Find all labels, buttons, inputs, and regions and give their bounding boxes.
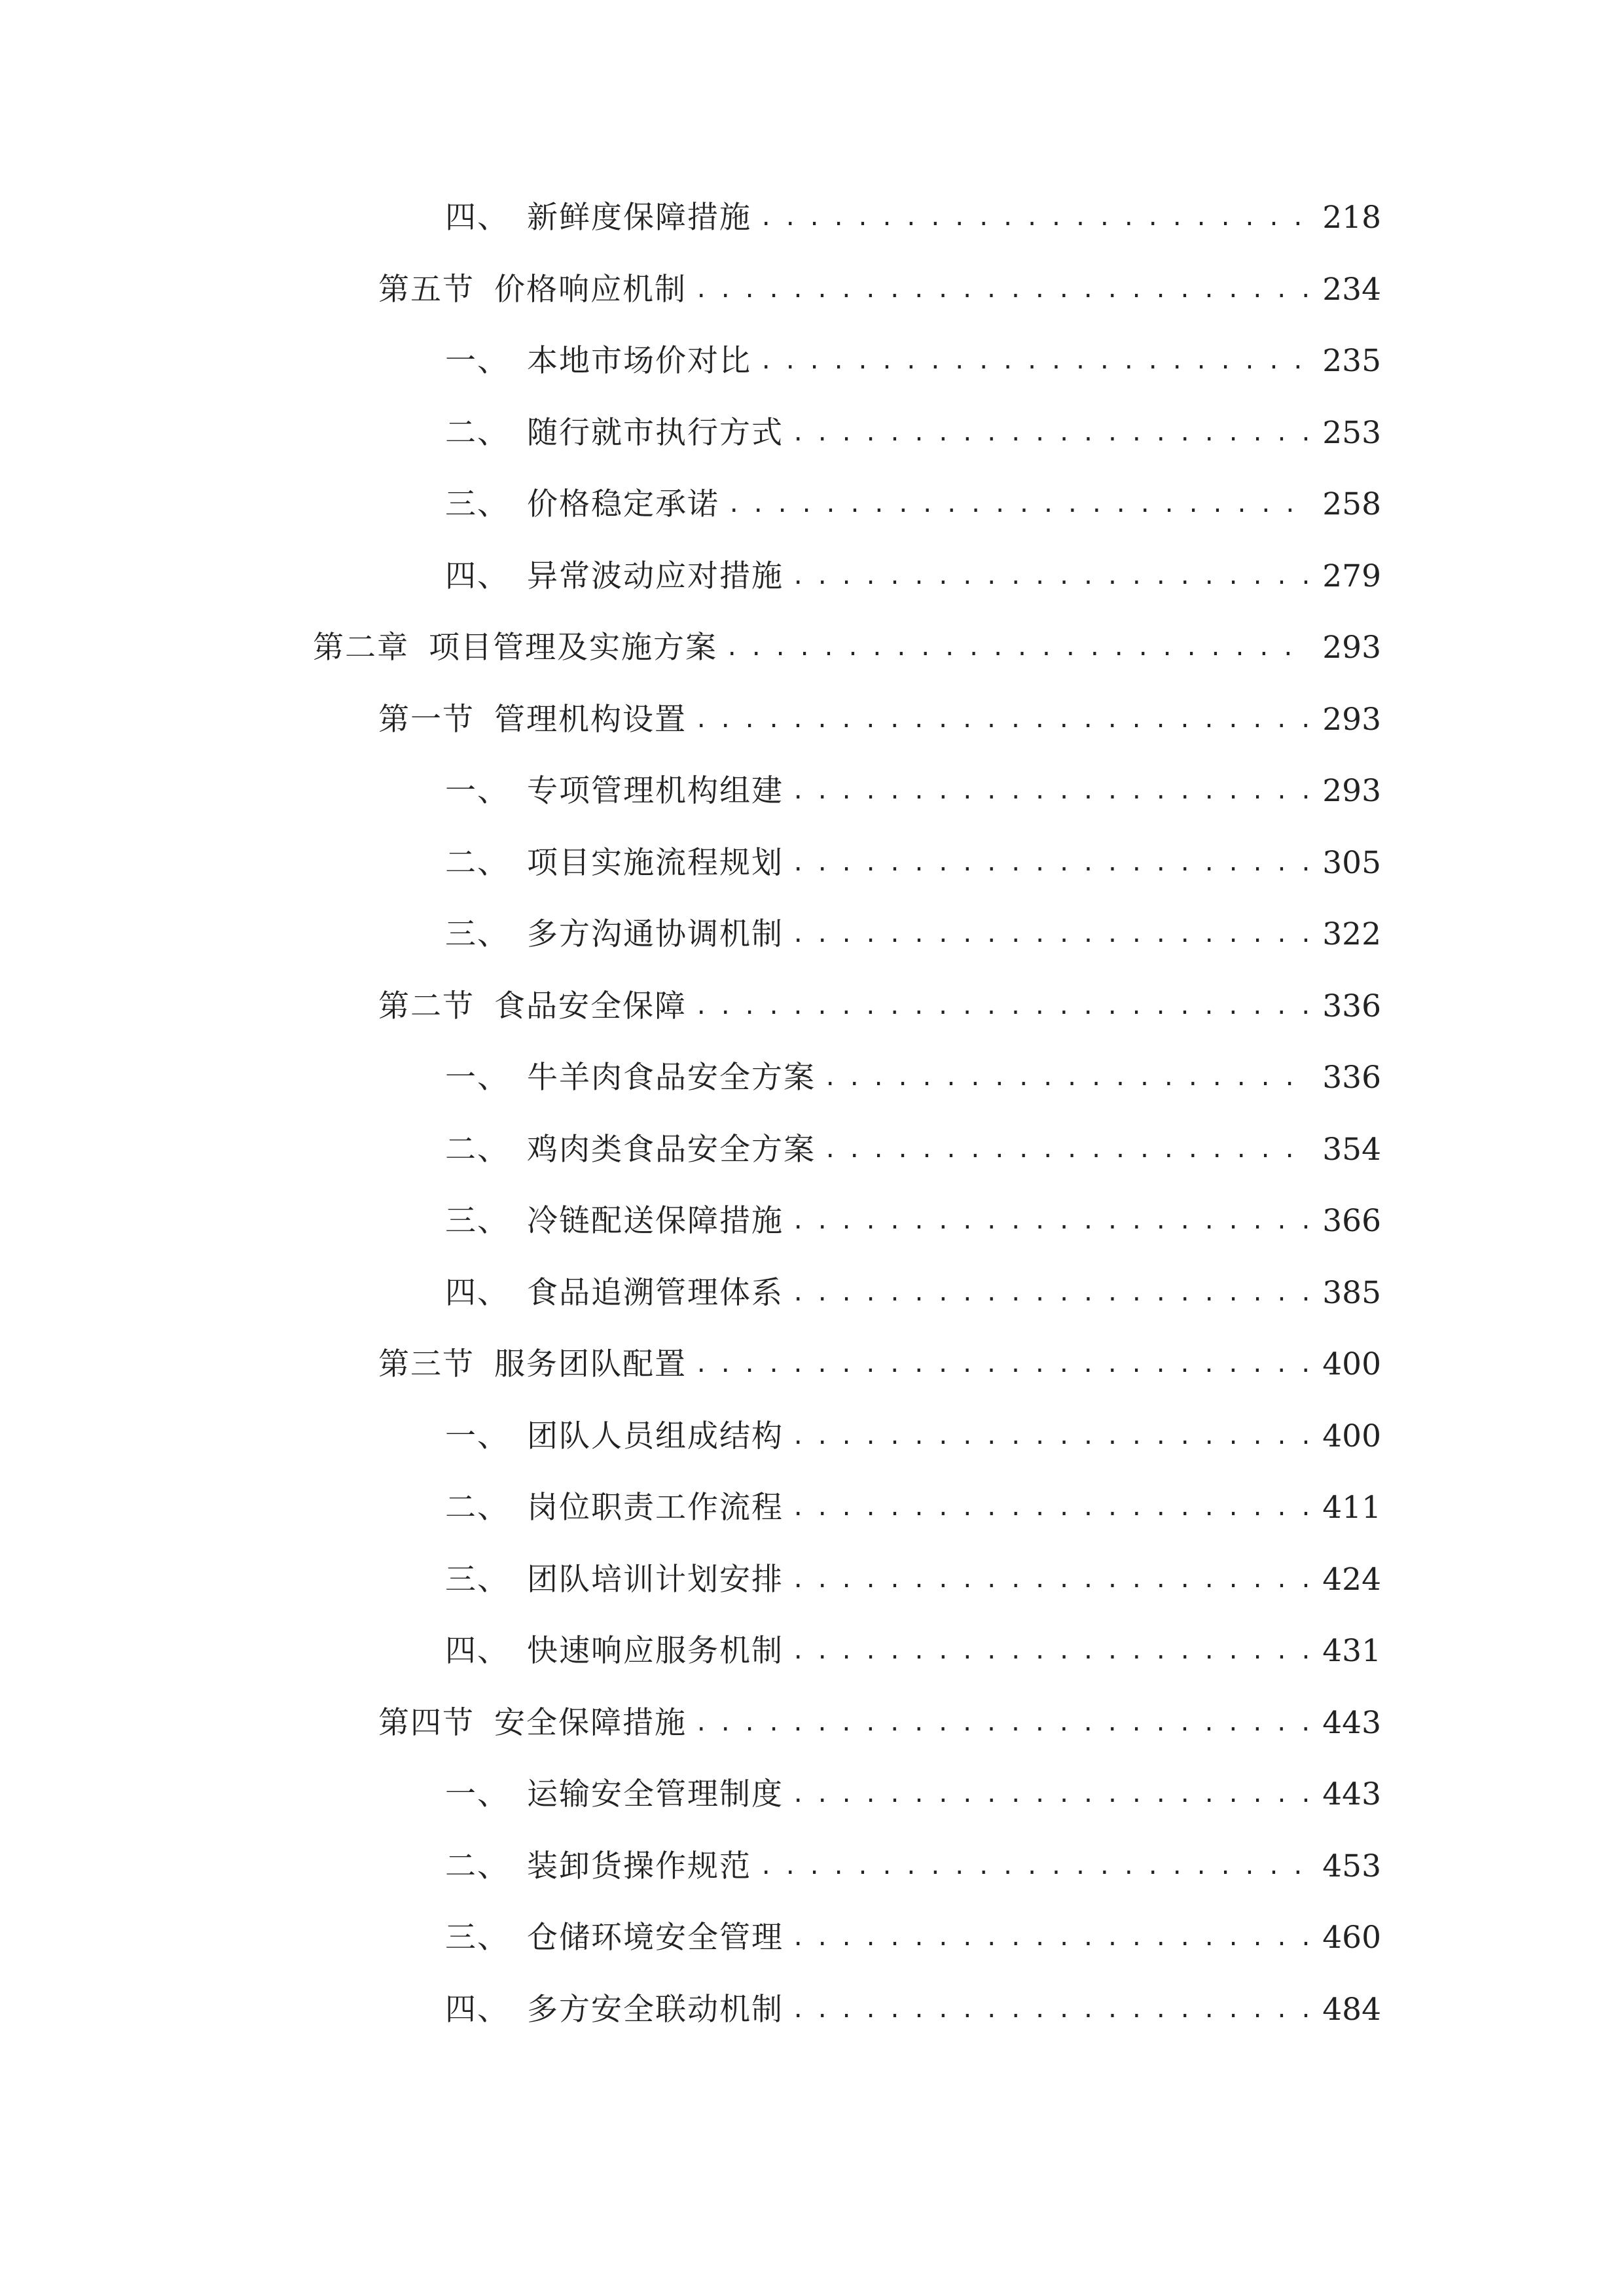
dot-leader	[791, 1987, 1309, 2033]
toc-entry-number: 四、	[445, 558, 509, 594]
dot-leader	[791, 1414, 1309, 1460]
toc-entry-title: 食品安全保障	[494, 988, 687, 1024]
toc-entry-title: 冷链配送保障措施	[527, 1203, 784, 1239]
toc-entry-title: 鸡肉类食品安全方案	[527, 1132, 816, 1168]
toc-entry[interactable]	[445, 410, 1381, 456]
toc-entry-title: 价格响应机制	[494, 272, 687, 308]
dot-leader	[791, 1557, 1309, 1603]
toc-entry[interactable]	[445, 768, 1381, 814]
toc-entry-number: 三、	[445, 1203, 509, 1239]
dot-leader	[791, 1915, 1309, 1961]
dot-leader	[791, 1628, 1309, 1674]
toc-entry-page: 443	[1322, 1776, 1381, 1812]
toc-entry-page: 424	[1322, 1562, 1381, 1598]
toc-entry[interactable]	[445, 1485, 1381, 1531]
toc-entry-number: 二、	[445, 1490, 509, 1526]
toc-entry[interactable]	[445, 1987, 1381, 2033]
toc-entry[interactable]	[445, 1915, 1381, 1961]
toc-entry-title: 本地市场价对比	[527, 343, 751, 379]
toc-entry[interactable]	[445, 1055, 1381, 1101]
toc-entry-number: 第二章	[313, 630, 409, 666]
toc-entry[interactable]	[445, 338, 1381, 384]
dot-leader	[791, 912, 1309, 958]
toc-entry-number: 三、	[445, 916, 509, 952]
toc-entry-page: 385	[1322, 1275, 1381, 1311]
toc-entry-title: 快速响应服务机制	[527, 1633, 784, 1669]
toc-entry-page: 453	[1322, 1848, 1381, 1884]
toc-entry[interactable]	[378, 1700, 1381, 1746]
toc-entry-page: 400	[1322, 1418, 1381, 1454]
toc-entry-number: 二、	[445, 1132, 509, 1168]
toc-entry-page: 258	[1322, 486, 1381, 522]
dot-leader	[695, 267, 1309, 313]
toc-entry-page: 322	[1322, 916, 1381, 952]
toc-entry-title: 异常波动应对措施	[527, 558, 784, 594]
toc-entry-number: 二、	[445, 415, 509, 451]
toc-entry[interactable]	[445, 1628, 1381, 1674]
toc-entry-number: 三、	[445, 1562, 509, 1598]
dot-leader	[759, 1844, 1309, 1890]
toc-entry-page: 460	[1322, 1920, 1381, 1956]
toc-entry-title: 团队培训计划安排	[527, 1562, 784, 1598]
toc-entry-title: 装卸货操作规范	[527, 1848, 751, 1884]
toc-entry-number: 第四节	[378, 1705, 475, 1741]
toc-entry-title: 多方沟通协调机制	[527, 916, 784, 952]
dot-leader	[823, 1127, 1309, 1173]
toc-entry-page: 253	[1322, 415, 1381, 451]
toc-entry-number: 一、	[445, 1060, 509, 1096]
toc-entry[interactable]	[378, 697, 1381, 743]
toc-entry-page: 235	[1322, 343, 1381, 379]
dot-leader	[791, 1198, 1309, 1244]
toc-entry[interactable]	[445, 1772, 1381, 1818]
dot-leader	[695, 697, 1309, 743]
toc-entry-number: 一、	[445, 1776, 509, 1812]
toc-entry-title: 牛羊肉食品安全方案	[527, 1060, 816, 1096]
dot-leader	[695, 1700, 1309, 1746]
toc-entry-number: 第一节	[378, 702, 475, 738]
toc-entry[interactable]	[445, 554, 1381, 600]
toc-entry[interactable]	[445, 1557, 1381, 1603]
toc-entry[interactable]	[445, 1414, 1381, 1460]
toc-entry[interactable]	[445, 482, 1381, 528]
toc-entry-page: 293	[1322, 702, 1381, 738]
dot-leader	[791, 410, 1309, 456]
toc-entry-title: 岗位职责工作流程	[527, 1490, 784, 1526]
toc-entry-page: 431	[1322, 1633, 1381, 1669]
toc-entry-page: 293	[1322, 773, 1381, 809]
toc-entry-page: 293	[1322, 630, 1381, 666]
toc-entry-title: 运输安全管理制度	[527, 1776, 784, 1812]
toc-entry-number: 三、	[445, 486, 509, 522]
toc-entry-page: 484	[1322, 1992, 1381, 2028]
dot-leader	[791, 840, 1309, 886]
dot-leader	[791, 1270, 1309, 1316]
toc-entry-page: 305	[1322, 845, 1381, 881]
toc-entry-title: 价格稳定承诺	[527, 486, 719, 522]
toc-entry-title: 项目实施流程规划	[527, 845, 784, 881]
toc-entry[interactable]	[378, 984, 1381, 1030]
toc-entry-title: 团队人员组成结构	[527, 1418, 784, 1454]
toc-entry-number: 一、	[445, 343, 509, 379]
dot-leader	[791, 768, 1309, 814]
dot-leader	[695, 984, 1309, 1030]
toc-entry-page: 400	[1322, 1346, 1381, 1382]
toc-entry-number: 四、	[445, 1992, 509, 2028]
dot-leader	[823, 1055, 1309, 1101]
dot-leader	[759, 195, 1309, 241]
toc-entry-title: 安全保障措施	[494, 1705, 687, 1741]
toc-entry-number: 二、	[445, 845, 509, 881]
toc-entry-number: 一、	[445, 773, 509, 809]
dot-leader	[759, 338, 1309, 384]
dot-leader	[727, 482, 1309, 528]
toc-entry-title: 专项管理机构组建	[527, 773, 784, 809]
toc-entry-title: 管理机构设置	[494, 702, 687, 738]
toc-entry-title: 食品追溯管理体系	[527, 1275, 784, 1311]
toc-entry[interactable]	[378, 267, 1381, 313]
toc-entry-number: 第二节	[378, 988, 475, 1024]
toc-entry[interactable]	[445, 195, 1381, 241]
toc-entry-number: 四、	[445, 200, 509, 236]
toc-entry[interactable]	[445, 840, 1381, 886]
toc-entry[interactable]	[445, 1844, 1381, 1890]
toc-entry[interactable]	[445, 1127, 1381, 1173]
toc-entry-number: 第三节	[378, 1346, 475, 1382]
toc-entry[interactable]	[445, 1198, 1381, 1244]
toc-entry[interactable]	[445, 1270, 1381, 1316]
toc-entry-number: 四、	[445, 1633, 509, 1669]
toc-entry-page: 336	[1322, 1060, 1381, 1096]
dot-leader	[695, 1342, 1309, 1388]
toc-entry-page: 234	[1322, 272, 1381, 308]
toc-entry-number: 四、	[445, 1275, 509, 1311]
toc-entry-number: 一、	[445, 1418, 509, 1454]
toc-entry[interactable]	[378, 1342, 1381, 1388]
toc-entry[interactable]	[445, 912, 1381, 958]
toc-entry-number: 第五节	[378, 272, 475, 308]
toc-entry-page: 411	[1322, 1490, 1381, 1526]
dot-leader	[791, 1485, 1309, 1531]
toc-entry-title: 服务团队配置	[494, 1346, 687, 1382]
toc-entry-number: 三、	[445, 1920, 509, 1956]
toc-entry[interactable]	[313, 625, 1381, 671]
toc-entry-page: 443	[1322, 1705, 1381, 1741]
toc-entry-page: 366	[1322, 1203, 1381, 1239]
toc-entry-title: 项目管理及实施方案	[429, 630, 717, 666]
toc-entry-page: 279	[1322, 558, 1381, 594]
toc-entry-title: 仓储环境安全管理	[527, 1920, 784, 1956]
toc-entry-page: 218	[1322, 200, 1381, 236]
toc-entry-title: 随行就市执行方式	[527, 415, 784, 451]
dot-leader	[791, 1772, 1309, 1818]
toc-entry-page: 336	[1322, 988, 1381, 1024]
toc-entry-title: 新鲜度保障措施	[527, 200, 751, 236]
dot-leader	[791, 554, 1309, 600]
toc-entry-page: 354	[1322, 1132, 1381, 1168]
dot-leader	[725, 625, 1309, 671]
toc-entry-number: 二、	[445, 1848, 509, 1884]
toc-entry-title: 多方安全联动机制	[527, 1992, 784, 2028]
